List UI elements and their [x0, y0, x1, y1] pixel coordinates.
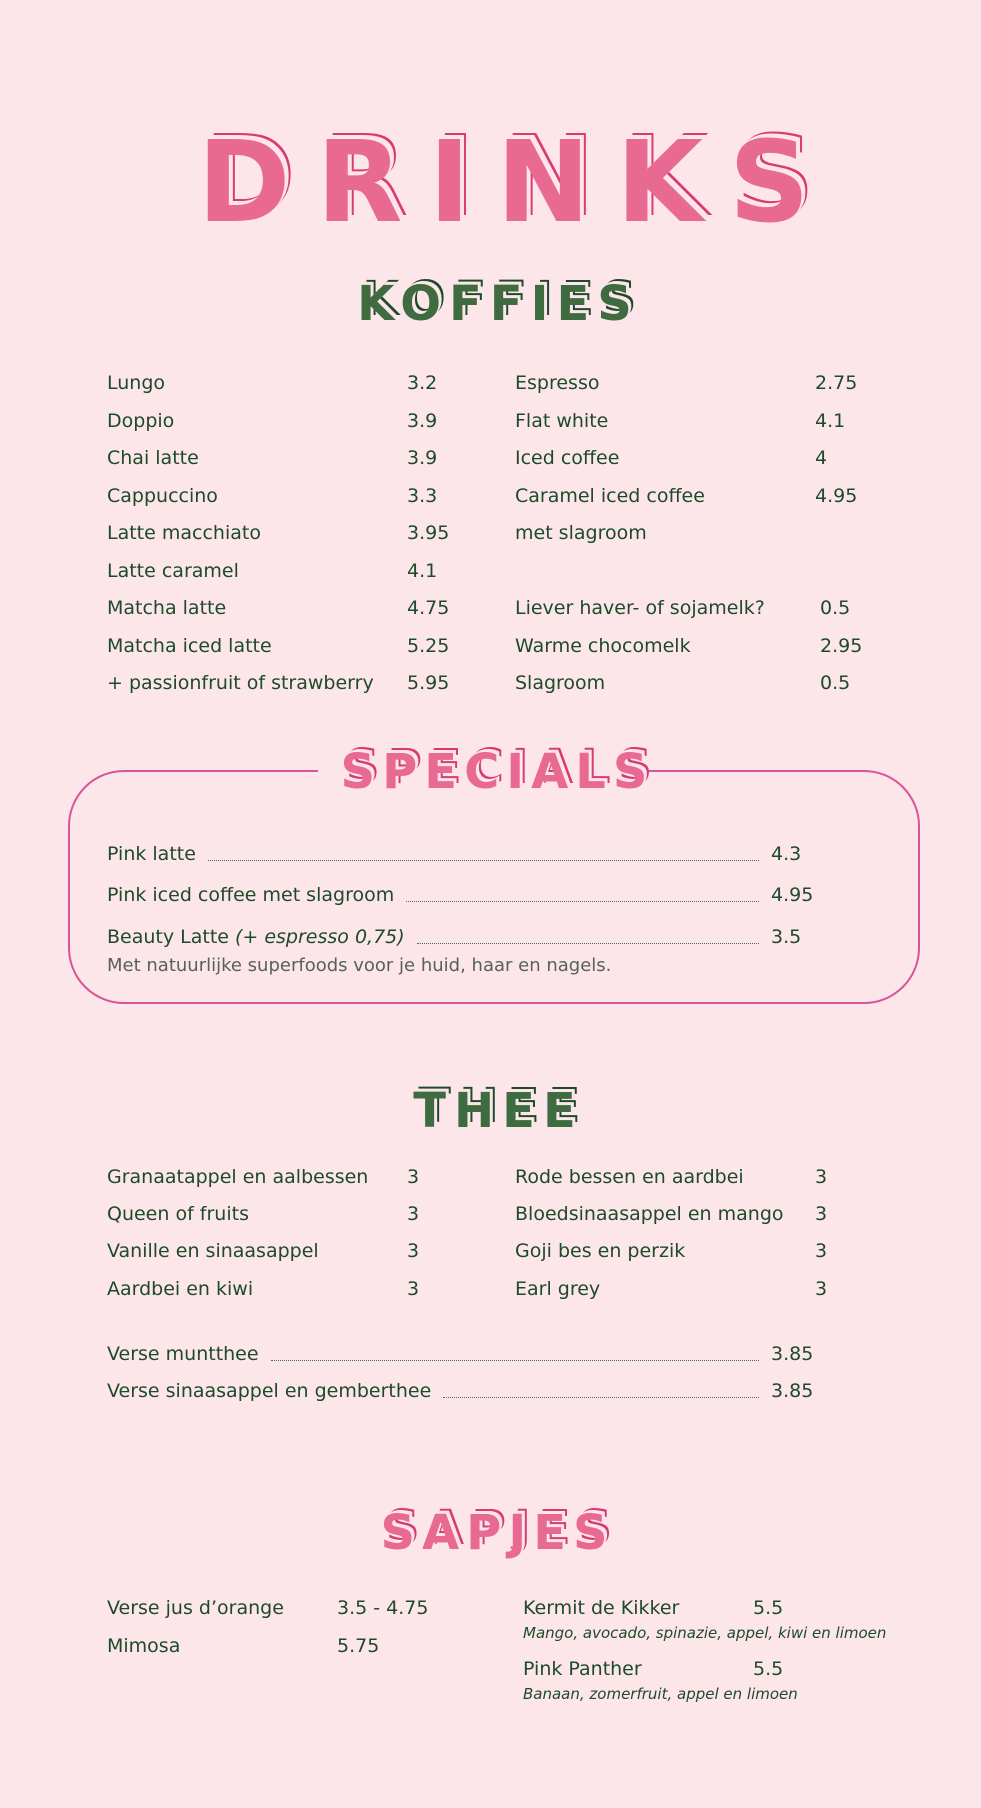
- list-item: [107, 666, 467, 700]
- list-item: [515, 516, 885, 550]
- item-price: 3.5: [771, 926, 802, 948]
- item-price: 4.1: [407, 560, 438, 582]
- special-item: [107, 878, 823, 912]
- list-item: [515, 591, 885, 625]
- item-price: 3.9: [407, 410, 438, 432]
- item-name: Bloedsinaasappel en mango: [515, 1203, 784, 1225]
- item-name: Pink Panther: [523, 1658, 642, 1680]
- item-price: 4.75: [407, 597, 450, 619]
- item-price: 3.85: [771, 1343, 814, 1365]
- item-price: 3: [815, 1166, 828, 1188]
- item-name: Flat white: [515, 410, 609, 432]
- item-name: Espresso: [515, 372, 600, 394]
- dotted-leader: [271, 1360, 759, 1361]
- fresh-tea-item: [107, 1337, 823, 1371]
- item-price: 4.3: [771, 843, 802, 865]
- item-price: 0.5: [820, 672, 851, 694]
- item-name: Pink iced coffee met slagroom: [107, 884, 395, 906]
- item-name: Kermit de Kikker: [523, 1597, 680, 1619]
- specials-description: Met natuurlijke superfoods voor je huid, haar en nagels.: [107, 955, 612, 976]
- list-item: [515, 629, 885, 663]
- list-item: [515, 1197, 885, 1231]
- item-price: 3: [407, 1166, 420, 1188]
- koffies-heading: KOFFIES: [357, 276, 640, 332]
- list-item: [515, 479, 885, 513]
- item-name: Rode bessen en aardbei: [515, 1166, 744, 1188]
- item-price: 0.5: [820, 597, 851, 619]
- item-name: Liever haver- of sojamelk?: [515, 597, 765, 619]
- item-price: 3.2: [407, 372, 438, 394]
- item-price: 3.5 - 4.75: [337, 1597, 429, 1619]
- list-item: [515, 441, 885, 475]
- item-price: 3.85: [771, 1380, 814, 1402]
- thee-heading: THEE: [413, 1083, 584, 1139]
- item-price: 5.95: [407, 672, 450, 694]
- page-title: DRINKS: [197, 118, 836, 248]
- item-price: 3: [815, 1240, 828, 1262]
- item-name: Chai latte: [107, 447, 199, 469]
- item-name: Aardbei en kiwi: [107, 1278, 254, 1300]
- list-item: [515, 1160, 885, 1194]
- list-item: [107, 554, 467, 588]
- dotted-leader: [417, 943, 759, 944]
- item-note: (+ espresso 0,75): [234, 926, 405, 948]
- item-price: 5.25: [407, 635, 450, 657]
- fresh-tea-item: [107, 1374, 823, 1408]
- sapjes-heading: SAPJES: [380, 1505, 615, 1561]
- list-item: [523, 1591, 903, 1625]
- item-price: 3.3: [407, 485, 438, 507]
- list-item: [107, 479, 467, 513]
- list-item: [107, 1197, 467, 1231]
- item-price: 5.5: [753, 1597, 784, 1619]
- list-item: [515, 1272, 885, 1306]
- list-item: [107, 629, 467, 663]
- dotted-leader: [443, 1397, 759, 1398]
- item-name: Iced coffee: [515, 447, 620, 469]
- item-name: Verse jus d’orange: [107, 1597, 284, 1619]
- item-price: 3: [407, 1278, 420, 1300]
- item-name: Beauty Latte: [107, 926, 229, 948]
- item-description: Mango, avocado, spinazie, appel, kiwi en limoen: [523, 1624, 887, 1642]
- item-name: Latte caramel: [107, 560, 239, 582]
- list-item: [107, 404, 467, 438]
- item-price: 4.1: [815, 410, 846, 432]
- list-item: [515, 404, 885, 438]
- item-name: Queen of fruits: [107, 1203, 249, 1225]
- list-item: [107, 591, 467, 625]
- item-price: 4: [815, 447, 828, 469]
- item-name: Vanille en sinaasappel: [107, 1240, 319, 1262]
- list-item: [107, 1160, 467, 1194]
- item-name: Mimosa: [107, 1635, 181, 1657]
- item-price: 4.95: [771, 884, 814, 906]
- item-price: 3: [407, 1240, 420, 1262]
- item-price: 2.75: [815, 372, 858, 394]
- item-price: 3.95: [407, 522, 450, 544]
- list-item: [107, 366, 467, 400]
- item-price: 3.9: [407, 447, 438, 469]
- item-price: 4.95: [815, 485, 858, 507]
- special-item: [107, 837, 823, 871]
- list-item: [107, 516, 467, 550]
- item-price: 5.5: [753, 1658, 784, 1680]
- item-name: Doppio: [107, 410, 175, 432]
- item-name: Warme chocomelk: [515, 635, 691, 657]
- item-name: Goji bes en perzik: [515, 1240, 686, 1262]
- item-name: Slagroom: [515, 672, 606, 694]
- item-name: Lungo: [107, 372, 166, 394]
- item-name: met slagroom: [515, 522, 647, 544]
- item-price: 3: [407, 1203, 420, 1225]
- item-name: Earl grey: [515, 1278, 601, 1300]
- list-item: [107, 1234, 467, 1268]
- item-price: 3: [815, 1278, 828, 1300]
- item-name: Verse muntthee: [107, 1343, 259, 1365]
- item-price: 5.75: [337, 1635, 380, 1657]
- list-item: [107, 1272, 467, 1306]
- special-item: [107, 920, 823, 954]
- dotted-leader: [208, 860, 759, 861]
- item-name: Pink latte: [107, 843, 196, 865]
- item-price: 2.95: [820, 635, 863, 657]
- item-name: Granaatappel en aalbessen: [107, 1166, 369, 1188]
- list-item: [515, 1234, 885, 1268]
- item-name: Cappuccino: [107, 485, 218, 507]
- list-item: [107, 1591, 467, 1625]
- item-name: Matcha latte: [107, 597, 227, 619]
- item-name: + passionfruit of strawberry: [107, 672, 374, 694]
- item-name: Latte macchiato: [107, 522, 261, 544]
- list-item: [107, 441, 467, 475]
- item-name: Matcha iced latte: [107, 635, 272, 657]
- list-item: [107, 1629, 467, 1663]
- list-item: [515, 666, 885, 700]
- dotted-leader: [406, 901, 759, 902]
- item-name: Caramel iced coffee: [515, 485, 705, 507]
- item-price: 3: [815, 1203, 828, 1225]
- list-item: [515, 366, 885, 400]
- specials-heading: SPECIALS: [340, 744, 655, 800]
- item-name: Verse sinaasappel en gemberthee: [107, 1380, 432, 1402]
- item-description: Banaan, zomerfruit, appel en limoen: [523, 1685, 798, 1703]
- list-item: [523, 1652, 903, 1686]
